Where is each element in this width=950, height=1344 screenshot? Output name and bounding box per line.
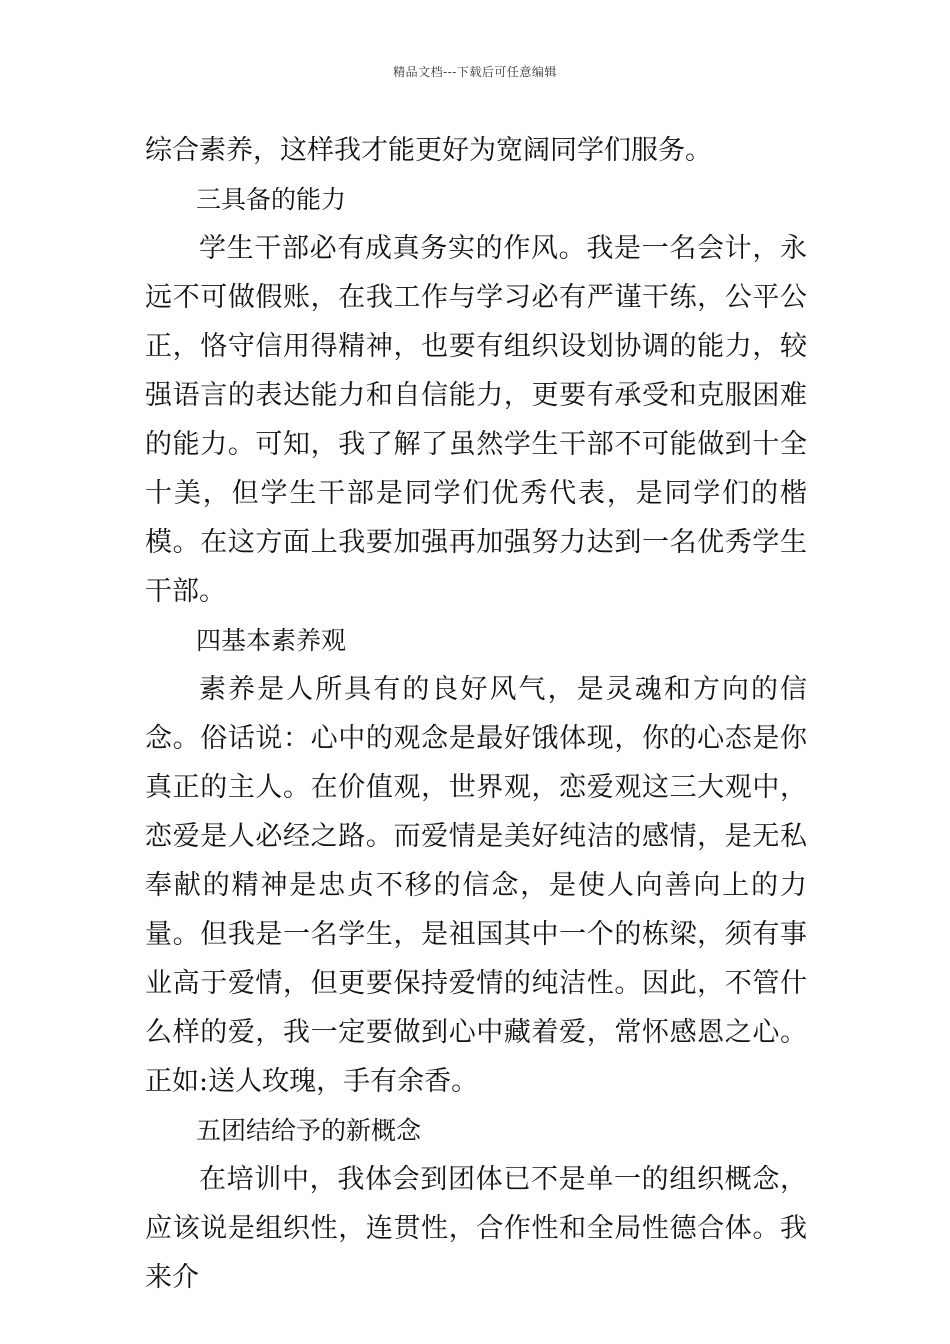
paragraph-quality: 素养是人所具有的良好风气，是灵魂和方向的信念。俗话说：心中的观念是最好饿体现，你的心态是你真正的主人。在价值观，世界观，恋爱观这三大观中，恋爱是人必经之路。而爱情是美好纯洁的感情，是无私奉献的精神是忠贞不移的信念，是使人向善向上的力量。但我是一名学生，是祖国其中一个的栋梁，须有事业高于爱情，但更要保持爱情的纯洁性。因此，不管什么样的爱，我一定要做到心中藏着爱，常怀感恩之心。正如:送人玫瑰，手有余香。 xyxy=(145,674,807,1097)
page-header: 精品文档---下载后可任意编辑 xyxy=(393,65,557,79)
document-body xyxy=(145,126,807,1302)
section-heading-4: 四基本素养观 xyxy=(196,626,347,655)
section-heading-5: 五团结给予的新概念 xyxy=(196,1116,422,1145)
paragraph-continuation: 综合素养，这样我才能更好为宽阔同学们服务。 xyxy=(145,135,712,166)
section-heading-3: 三具备的能力 xyxy=(196,185,347,214)
paragraph-unity: 在培训中，我体会到团体已不是单一的组织概念，应该说是组织性，连贯性，合作性和全局性德合体。我来介 xyxy=(145,1164,807,1293)
paragraph-abilities: 学生干部必有成真务实的作风。我是一名会计，永远不可做假账，在我工作与学习必有严谨干练，公平公正，恪守信用得精神，也要有组织设划协调的能力，较强语言的表达能力和自信能力，更要有承受和克服困难的能力。可知，我了解了虽然学生干部不可能做到十全十美，但学生干部是同学们优秀代表，是同学们的楷模。在这方面上我要加强再加强努力达到一名优秀学生干部。 xyxy=(145,233,807,607)
